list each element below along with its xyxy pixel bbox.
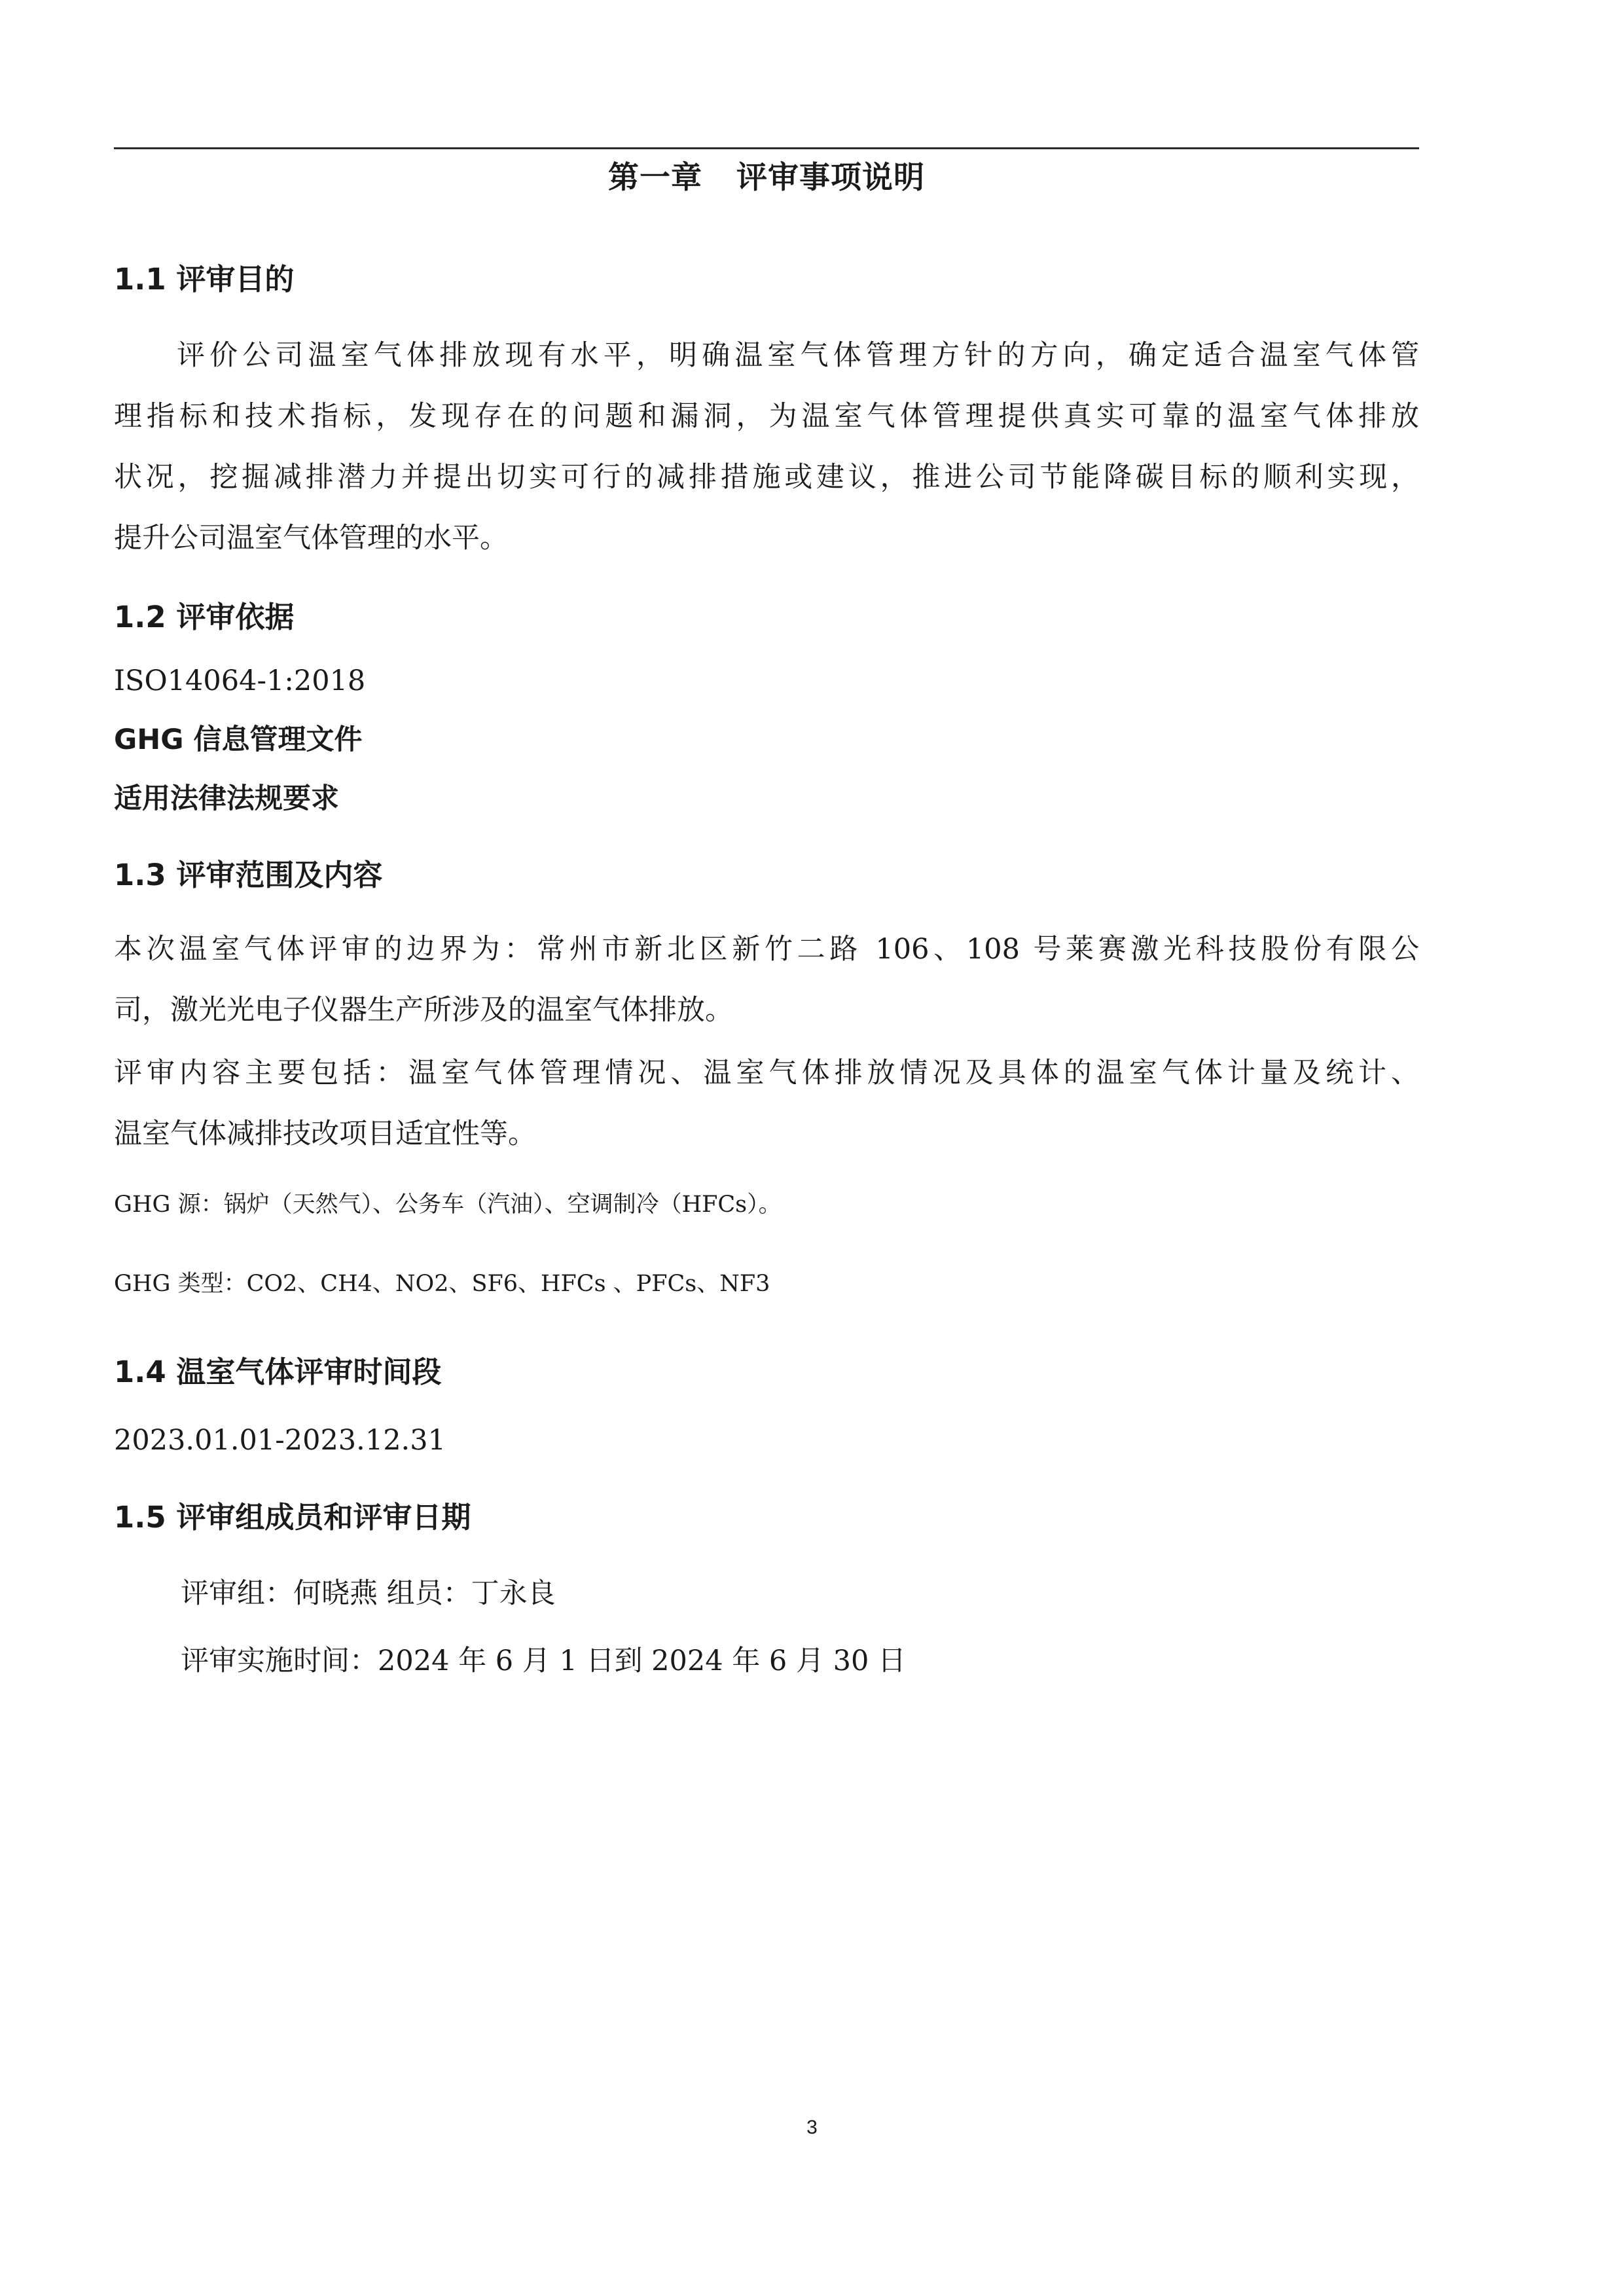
section-heading-1-2: 1.2 评审依据 xyxy=(114,600,295,634)
chapter-title: 第一章 评审事项说明 xyxy=(607,160,926,196)
ghg-sources: GHG 源：锅炉（天然气）、公务车（汽油）、空调制冷（HFCs）。 xyxy=(114,1192,782,1218)
page-number: 3 xyxy=(806,2117,818,2138)
implementation-time: 评审实施时间：2024 年 6 月 1 日到 2024 年 6 月 30 日 xyxy=(181,1645,907,1677)
content-line: 温室气体减排技改项目适宜性等。 xyxy=(114,1118,536,1150)
boundary-line: 本次温室气体评审的边界为：常州市新北区新竹二路 106、108 号莱赛激光科技股份有限公 xyxy=(114,933,1419,966)
review-team: 评审组：何晓燕 组员：丁永良 xyxy=(181,1577,556,1610)
basis-item: GHG 信息管理文件 xyxy=(114,723,363,756)
ghg-types: GHG 类型：CO2、CH4、NO2、SF6、HFCs 、PFCs、NF3 xyxy=(114,1271,770,1297)
basis-item: 适用法律法规要求 xyxy=(114,782,339,815)
purpose-line: 理指标和技术指标，发现存在的问题和漏洞，为温室气体管理提供真实可靠的温室气体排放 xyxy=(114,400,1419,433)
section-heading-1-4: 1.4 温室气体评审时间段 xyxy=(114,1355,442,1389)
section-heading-1-1: 1.1 评审目的 xyxy=(114,262,295,297)
purpose-line: 提升公司温室气体管理的水平。 xyxy=(114,522,508,555)
content-paragraph xyxy=(114,1043,1419,1165)
purpose-paragraph xyxy=(114,325,1419,569)
purpose-line: 评价公司温室气体排放现有水平，明确温室气体管理方针的方向，确定适合温室气体管 xyxy=(177,339,1419,372)
boundary-line: 司，激光光电子仪器生产所涉及的温室气体排放。 xyxy=(114,994,733,1027)
review-period: 2023.01.01-2023.12.31 xyxy=(114,1424,446,1457)
content-line: 评审内容主要包括：温室气体管理情况、温室气体排放情况及具体的温室气体计量及统计、 xyxy=(114,1057,1419,1089)
section-heading-1-5: 1.5 评审组成员和评审日期 xyxy=(114,1500,471,1535)
boundary-paragraph xyxy=(114,919,1419,1041)
header-rule xyxy=(114,147,1419,149)
section-heading-1-3: 1.3 评审范围及内容 xyxy=(114,858,383,892)
purpose-line: 状况，挖掘减排潜力并提出切实可行的减排措施或建议，推进公司节能降碳目标的顺利实现， xyxy=(114,461,1419,494)
basis-item: ISO14064-1:2018 xyxy=(114,665,366,697)
